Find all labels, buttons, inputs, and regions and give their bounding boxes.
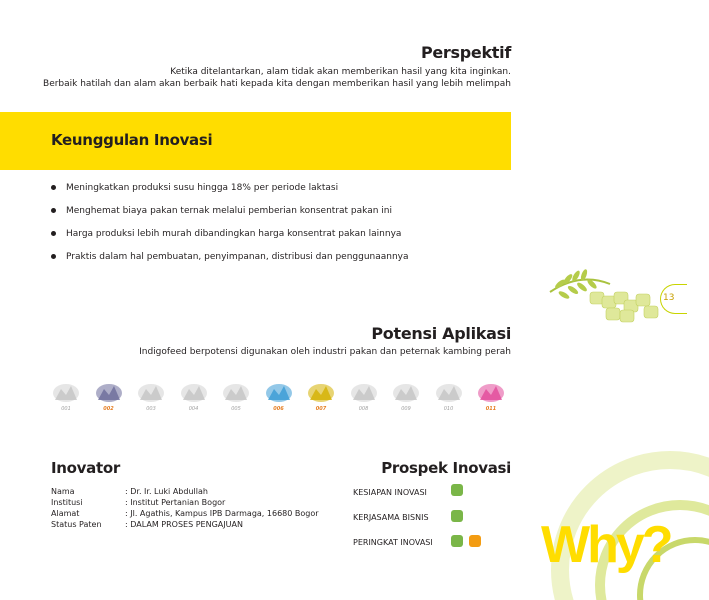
- rating-thumb-icon: [469, 535, 481, 547]
- application-icon-number: 003: [146, 406, 156, 412]
- list-item-text: Praktis dalam hal pembuatan, penyimpanan, distribusi dan penggunaannya: [66, 252, 409, 262]
- application-icon-number: 005: [231, 406, 241, 412]
- business-icon: [451, 510, 463, 522]
- bullet-icon: [51, 254, 56, 259]
- application-icon-graphic: [219, 380, 253, 406]
- list-item: [51, 182, 409, 205]
- leaf-pellet-illustration: [540, 262, 670, 324]
- prospek-title: Prospek Inovasi: [381, 459, 511, 477]
- inovator-row-alamat: [51, 509, 319, 519]
- list-item: [51, 205, 409, 228]
- application-icon-number: 009: [401, 406, 411, 412]
- bullet-icon: [51, 231, 56, 236]
- application-icon-graphic: [474, 380, 508, 406]
- list-item: [51, 228, 409, 251]
- perspektif-text-line1: Ketika ditelantarkan, alam tidak akan memberikan hasil yang kita inginkan.: [170, 67, 511, 77]
- application-icon-number: 008: [358, 406, 369, 412]
- potensi-text: Indigofeed berpotensi digunakan oleh industri pakan dan peternak kambing perah: [139, 347, 511, 357]
- inovator-title: Inovator: [51, 459, 120, 477]
- application-icon-number: 002: [103, 406, 114, 412]
- inovator-value: : DALAM PROSES PENGAJUAN: [125, 520, 243, 529]
- application-icon-graphic: [389, 380, 423, 406]
- application-icon-graphic: [262, 380, 296, 406]
- application-icon-003: [134, 380, 168, 418]
- keunggulan-list: [51, 182, 409, 274]
- application-icon-011: [474, 380, 508, 418]
- list-item: [51, 251, 409, 274]
- inovator-row-institusi: [51, 498, 225, 508]
- application-icon-005: [219, 380, 253, 418]
- application-icon-graphic: [49, 380, 83, 406]
- rating-icon: [451, 535, 463, 547]
- inovator-row-nama: [51, 487, 208, 497]
- perspektif-text-line2: Berbaik hatilah dan alam akan berbaik hati kepada kita dengan memberikan hasil yang lebih melimpah: [43, 79, 511, 89]
- potensi-title: Potensi Aplikasi: [371, 324, 511, 343]
- list-item-text: Menghemat biaya pakan ternak melalui pemberian konsentrat pakan ini: [66, 206, 392, 216]
- application-icon-004: [177, 380, 211, 418]
- application-icon-number: 011: [485, 406, 497, 412]
- application-icon-010: [432, 380, 466, 418]
- application-icon-strip: [49, 380, 515, 418]
- application-icon-graphic: [304, 380, 338, 406]
- application-icon-number: 004: [188, 406, 199, 412]
- application-icon-009: [389, 380, 423, 418]
- page-number: 13: [663, 293, 675, 303]
- bullet-icon: [51, 208, 56, 213]
- inovator-label: Institusi: [51, 498, 83, 507]
- perspektif-title: Perspektif: [420, 43, 511, 62]
- application-icon-number: 001: [61, 406, 71, 412]
- bullet-icon: [51, 185, 56, 190]
- inovator-value: : Institut Pertanian Bogor: [125, 498, 226, 507]
- inovator-value: : Jl. Agathis, Kampus IPB Darmaga, 16680 Bogor: [125, 509, 319, 518]
- list-item-text: Meningkatkan produksi susu hingga 18% per periode laktasi: [66, 183, 339, 193]
- application-icon-002: [92, 380, 126, 418]
- application-icon-008: [347, 380, 381, 418]
- inovator-label: Alamat: [51, 509, 80, 518]
- list-item-text: Harga produksi lebih murah dibandingkan harga konsentrat pakan lainnya: [66, 229, 402, 239]
- inovator-label: Nama: [51, 487, 75, 496]
- application-icon-graphic: [134, 380, 168, 406]
- inovator-label: Status Paten: [51, 520, 102, 529]
- inovator-row-status-paten: [51, 520, 243, 530]
- application-icon-graphic: [92, 380, 126, 406]
- inovator-value: : Dr. Ir. Luki Abdullah: [125, 487, 208, 496]
- application-icon-number: 010: [443, 406, 454, 412]
- prospek-label-peringkat: PERINGKAT INOVASI: [353, 538, 433, 547]
- application-icon-006: [262, 380, 296, 418]
- application-icon-graphic: [432, 380, 466, 406]
- readiness-icon: [451, 484, 463, 496]
- why-heading: Why?: [541, 516, 671, 574]
- keunggulan-title: Keunggulan Inovasi: [51, 131, 213, 149]
- application-icon-graphic: [177, 380, 211, 406]
- application-icon-001: [49, 380, 83, 418]
- application-icon-number: 006: [273, 406, 284, 412]
- prospek-label-kesiapan: KESIAPAN INOVASI: [353, 488, 427, 497]
- application-icon-graphic: [347, 380, 381, 406]
- application-icon-007: [304, 380, 338, 418]
- application-icon-number: 007: [315, 406, 327, 412]
- prospek-label-kerjasama: KERJASAMA BISNIS: [353, 513, 429, 522]
